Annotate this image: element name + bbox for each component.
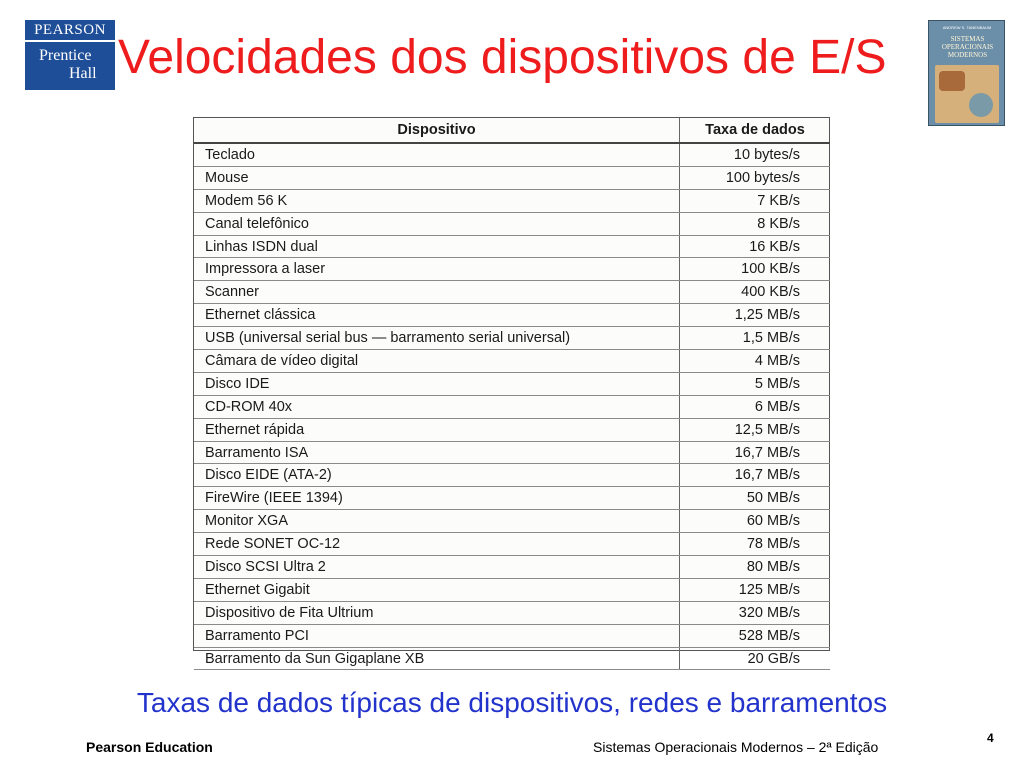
data-rate-cell: 100 bytes/s <box>680 166 831 189</box>
device-name-cell: Dispositivo de Fita Ultrium <box>194 601 680 624</box>
device-name-cell: Impressora a laser <box>194 258 680 281</box>
data-rate-table <box>193 117 830 667</box>
device-name-cell: Canal telefônico <box>194 212 680 235</box>
table-row <box>194 281 830 304</box>
book-title-line-1: SISTEMAS <box>950 35 985 43</box>
table-row <box>194 395 830 418</box>
table-row <box>194 624 830 647</box>
device-name-cell: Disco SCSI Ultra 2 <box>194 556 680 579</box>
table-row <box>194 464 830 487</box>
table-row <box>194 350 830 373</box>
data-rate-cell: 528 MB/s <box>680 624 831 647</box>
table-row <box>194 189 830 212</box>
book-author: ANDREW S. TANENBAUM <box>942 25 992 30</box>
device-name-cell: FireWire (IEEE 1394) <box>194 487 680 510</box>
data-rate-cell: 16 KB/s <box>680 235 831 258</box>
data-rate-cell: 125 MB/s <box>680 578 831 601</box>
column-header-data-rate: Taxa de dados <box>680 118 831 143</box>
data-rate-cell: 400 KB/s <box>680 281 831 304</box>
book-cover-illustration <box>935 65 999 123</box>
data-rate-cell: 78 MB/s <box>680 533 831 556</box>
data-rate-table-grid <box>194 118 830 670</box>
device-name-cell: Scanner <box>194 281 680 304</box>
device-name-cell: USB (universal serial bus — barramento serial universal) <box>194 327 680 350</box>
data-rate-cell: 4 MB/s <box>680 350 831 373</box>
table-row <box>194 510 830 533</box>
logo-hall-text: Hall <box>69 65 97 82</box>
data-rate-cell: 320 MB/s <box>680 601 831 624</box>
column-header-device: Dispositivo <box>194 118 680 143</box>
device-name-cell: Ethernet Gigabit <box>194 578 680 601</box>
logo-pearson-text: PEARSON <box>25 20 115 42</box>
data-rate-cell: 8 KB/s <box>680 212 831 235</box>
device-name-cell: Câmara de vídeo digital <box>194 350 680 373</box>
data-rate-cell: 5 MB/s <box>680 372 831 395</box>
device-name-cell: Ethernet rápida <box>194 418 680 441</box>
device-name-cell: Mouse <box>194 166 680 189</box>
device-name-cell: Rede SONET OC-12 <box>194 533 680 556</box>
device-name-cell: Disco IDE <box>194 372 680 395</box>
device-name-cell: Barramento ISA <box>194 441 680 464</box>
table-row <box>194 258 830 281</box>
footer-book-title: Sistemas Operacionais Modernos – 2ª Edição <box>593 739 879 755</box>
logo-prentice-text: Prentice <box>39 47 92 64</box>
table-row <box>194 372 830 395</box>
book-title-line-2: OPERACIONAIS <box>941 43 994 51</box>
table-row <box>194 533 830 556</box>
data-rate-cell: 1,5 MB/s <box>680 327 831 350</box>
data-rate-cell: 20 GB/s <box>680 647 831 670</box>
device-name-cell: Barramento PCI <box>194 624 680 647</box>
device-name-cell: Linhas ISDN dual <box>194 235 680 258</box>
data-rate-cell: 6 MB/s <box>680 395 831 418</box>
data-rate-cell: 50 MB/s <box>680 487 831 510</box>
data-rate-cell: 16,7 MB/s <box>680 464 831 487</box>
slide-title: Velocidades dos dispositivos de E/S <box>118 31 887 84</box>
table-row <box>194 166 830 189</box>
device-name-cell: Barramento da Sun Gigaplane XB <box>194 647 680 670</box>
data-rate-cell: 80 MB/s <box>680 556 831 579</box>
table-row <box>194 647 830 670</box>
book-cover-image <box>928 20 1005 126</box>
device-name-cell: Modem 56 K <box>194 189 680 212</box>
table-row <box>194 212 830 235</box>
table-row <box>194 143 830 166</box>
data-rate-cell: 12,5 MB/s <box>680 418 831 441</box>
footer-publisher: Pearson Education <box>86 739 213 755</box>
device-name-cell: Ethernet clássica <box>194 304 680 327</box>
device-name-cell: Monitor XGA <box>194 510 680 533</box>
table-row <box>194 487 830 510</box>
device-name-cell: Disco EIDE (ATA-2) <box>194 464 680 487</box>
data-rate-cell: 100 KB/s <box>680 258 831 281</box>
table-row <box>194 418 830 441</box>
page-number: 4 <box>987 731 994 745</box>
table-row <box>194 235 830 258</box>
data-rate-cell: 1,25 MB/s <box>680 304 831 327</box>
device-name-cell: CD-ROM 40x <box>194 395 680 418</box>
data-rate-cell: 10 bytes/s <box>680 143 831 166</box>
book-title-line-3: MODERNOS <box>947 51 988 59</box>
device-name-cell: Teclado <box>194 143 680 166</box>
table-body <box>194 143 830 670</box>
table-row <box>194 556 830 579</box>
table-header-row <box>194 118 830 143</box>
slide-caption: Taxas de dados típicas de dispositivos, redes e barramentos <box>136 687 888 718</box>
table-row <box>194 304 830 327</box>
table-row <box>194 327 830 350</box>
data-rate-cell: 60 MB/s <box>680 510 831 533</box>
data-rate-cell: 7 KB/s <box>680 189 831 212</box>
table-row <box>194 601 830 624</box>
table-row <box>194 441 830 464</box>
data-rate-cell: 16,7 MB/s <box>680 441 831 464</box>
pearson-prentice-hall-logo <box>25 20 115 90</box>
table-row <box>194 578 830 601</box>
